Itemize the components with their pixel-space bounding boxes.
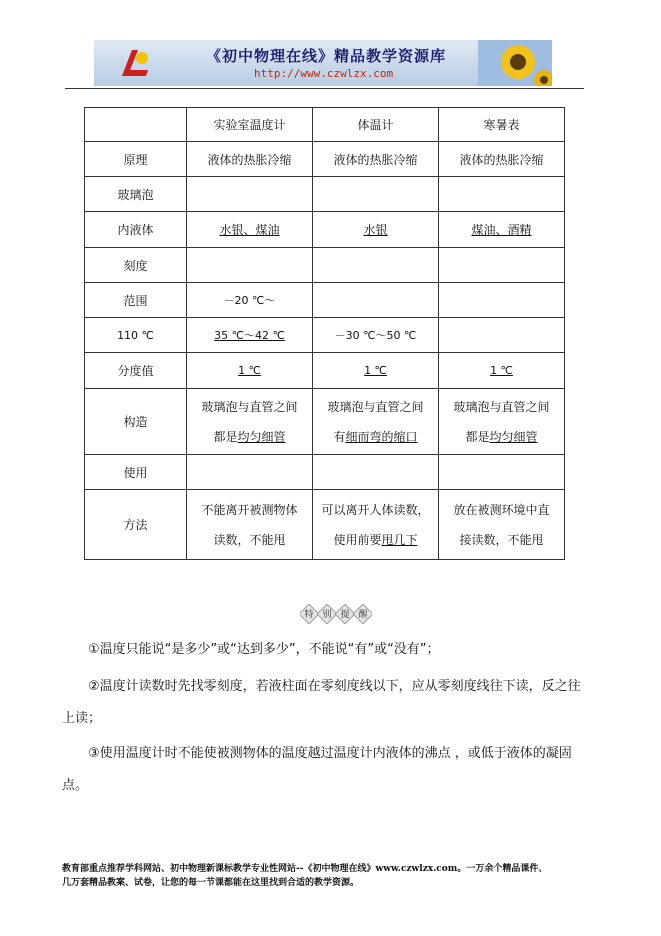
cell-line: 读数，不能甩: [213, 532, 286, 547]
answer-text: 1 ℃: [490, 364, 513, 377]
table-cell: [439, 353, 565, 389]
table-cell: [313, 283, 439, 318]
badge-char: 别: [322, 610, 332, 620]
special-reminder-badge: [300, 604, 372, 624]
sunflower-icon: [478, 40, 552, 86]
table-cell: [313, 248, 439, 283]
table-cell: [439, 283, 565, 318]
table-cell: [187, 490, 313, 560]
badge-char: 特: [304, 610, 314, 620]
badge-char: 醒: [358, 610, 368, 620]
cell-line: 放在被测环境中直: [453, 502, 550, 517]
cell-text: 都是: [213, 429, 238, 444]
row-label: 刻度: [85, 248, 187, 283]
table-cell: [313, 212, 439, 248]
header-banner: [94, 40, 552, 86]
row-label: 分度值: [85, 353, 187, 389]
row-label: 原理: [85, 142, 187, 177]
row-label: 110 ℃: [85, 318, 187, 353]
table-row: [85, 248, 565, 283]
cell-text: 都是: [465, 429, 490, 444]
table-cell: －20 ℃～: [187, 283, 313, 318]
answer-text: 甩几下: [381, 532, 418, 547]
answer-text: 水银: [363, 223, 388, 237]
table-cell: [439, 490, 565, 560]
table-cell: [187, 455, 313, 490]
badge-char: 提: [340, 610, 350, 620]
footer-line: 教育部重点推荐学科网站、初中物理新课标教学专业性网站--《初中物理在线》www.czwlzx.com。一万余个精品课件、: [62, 864, 548, 874]
cell-text: 有: [333, 429, 346, 444]
reminder-item-2: ②温度计读数时先找零刻度，若液柱面在零刻度线以下，应从零刻度线往下读，反之往上读；: [62, 679, 581, 726]
footer-line: 几万套精品教案、试卷，让您的每一节课都能在这里找到合适的教学资源。: [62, 878, 360, 888]
table-cell: [187, 318, 313, 353]
cell-line: 可以离开人体读数，: [321, 502, 430, 517]
cell-line: [315, 422, 436, 452]
cell-line: 玻璃泡与直管之间: [201, 399, 298, 414]
table-row: [85, 212, 565, 248]
table-header-cell: 体温计: [313, 108, 439, 142]
table-cell: [313, 455, 439, 490]
table-cell: [439, 177, 565, 212]
table-cell: [439, 248, 565, 283]
cell-line: 接读数，不能甩: [459, 532, 544, 547]
cell-line: 玻璃泡与直管之间: [453, 399, 550, 414]
table-cell: 液体的热胀冷缩: [439, 142, 565, 177]
table-cell: [313, 490, 439, 560]
table-row: [85, 177, 565, 212]
table-header-row: [85, 108, 565, 142]
table-cell: [187, 248, 313, 283]
table-cell: [187, 353, 313, 389]
row-label: 构造: [85, 389, 187, 455]
table-cell: [439, 212, 565, 248]
header-rule: [65, 88, 584, 89]
site-logo-icon: [118, 46, 152, 80]
answer-text: 煤油、酒精: [471, 223, 532, 237]
row-label: 玻璃泡: [85, 177, 187, 212]
cell-text: 使用前要: [333, 532, 382, 547]
table-cell: [439, 318, 565, 353]
reminder-item-1: ①温度只能说“是多少”或“达到多少”，不能说“有”或“没有”；: [88, 642, 440, 657]
table-row: [85, 389, 565, 455]
row-label: 内液体: [85, 212, 187, 248]
thermometer-comparison-table: [84, 107, 565, 560]
table-row: [85, 142, 565, 177]
table-cell: 液体的热胀冷缩: [313, 142, 439, 177]
cell-line: [189, 422, 310, 452]
answer-text: 1 ℃: [238, 364, 261, 377]
row-label: 范围: [85, 283, 187, 318]
table-cell: [187, 389, 313, 455]
cell-line: [315, 525, 436, 555]
table-cell: [187, 212, 313, 248]
cell-line: 玻璃泡与直管之间: [327, 399, 424, 414]
table-header-cell: [85, 108, 187, 142]
answer-text: 水银、煤油: [219, 223, 280, 237]
table-cell: [439, 389, 565, 455]
table-cell: [439, 455, 565, 490]
reminder-item-3: ③使用温度计时不能使被测物体的温度越过温度计内液体的沸点 ，或低于液体的凝固点。: [62, 746, 572, 793]
table-row: [85, 283, 565, 318]
table-row: [85, 353, 565, 389]
table-cell: [187, 177, 313, 212]
row-label: 使用: [85, 455, 187, 490]
answer-text: 1 ℃: [364, 364, 387, 377]
answer-text: 35 ℃～42 ℃: [214, 329, 285, 342]
table-row: [85, 455, 565, 490]
answer-text: 细而弯的缩口: [345, 429, 418, 444]
answer-text: 均匀细管: [237, 429, 286, 444]
table-header-cell: 寒暑表: [439, 108, 565, 142]
table-cell: 液体的热胀冷缩: [187, 142, 313, 177]
table-cell: [313, 389, 439, 455]
table-cell: [313, 177, 439, 212]
banner-title: 《初中物理在线》精品教学资源库: [206, 47, 447, 65]
banner-url[interactable]: http://www.czwlzx.com: [254, 67, 394, 80]
table-cell: [313, 353, 439, 389]
row-label: 方法: [85, 490, 187, 560]
table-row: [85, 490, 565, 560]
cell-line: 不能离开被测物体: [201, 502, 298, 517]
table-cell: －30 ℃～50 ℃: [313, 318, 439, 353]
page-footer: [62, 862, 602, 890]
table-row: [85, 318, 565, 353]
answer-text: 均匀细管: [489, 429, 538, 444]
table-header-cell: 实验室温度计: [187, 108, 313, 142]
cell-line: [441, 422, 562, 452]
